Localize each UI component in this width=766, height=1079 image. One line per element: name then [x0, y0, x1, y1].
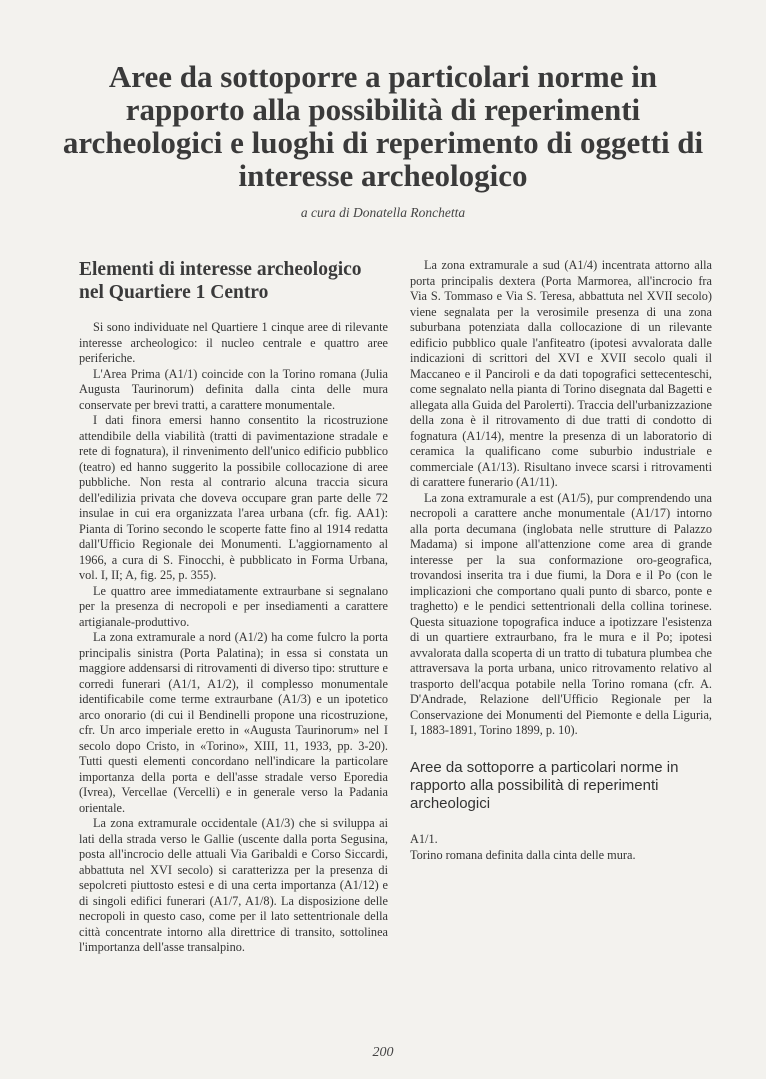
paragraph-1: Si sono individuate nel Quartiere 1 cinque aree di rilevante interesse archeologico: il nucleo centrale e quattro aree periferiche.: [79, 320, 388, 365]
section-heading: Elementi di interesse archeologico nel Quartiere 1 Centro: [79, 259, 362, 303]
paragraph-8: La zona extramurale a est (A1/5), pur comprendendo una necropoli a carattere anche monumentale (A1/17) intorno alla porta decumana (inglobata nelle strutture di Palazzo Madama) si impone all'attenzione come area di grande interesse per la sua conformazione oro-geografica, trovandosi inserita tra i due fiumi, la Dora e il Po (con le implicazioni che comportano quali punto di sbarco, ponte e traghetto) e le pendici settentrionali della collina torinese. Questa situazione topografica induce a ipotizzare l'esistenza di un quartiere extraurbano, fra le mura e il Po; ipotesi avvalorata dalla scoperta di un tratto di tubatura plumbea che attraversava la porta urbana, unico ritrovamento relativo al trasporto dell'acqua potabile nella Torino romana (cfr. A. D'Andrade, Relazione dell'Ufficio Regionale per la Conservazione dei Monumenti del Piemonte e della Liguria, I, 1883-1891, Torino 1899, p. 10).: [410, 490, 712, 737]
area-code: A1/1.: [410, 831, 438, 846]
paragraph-6: La zona extramurale occidentale (A1/3) che si sviluppa ai lati della strada verso le Gallie (uscente dalla porta Segusina, posta all'incrocio delle attuali Via Garibaldi e Corso Siccardi, abbattuta nel XVI secolo) si caratterizza per la presenza di sepolcreti piuttosto estesi e di una certa importanza (A1/12) e di singoli edifici funerari (A1/7, A1/8). La disposizione delle necropoli in questo caso, come per il lato settentrionale della città concentrate intorno alla direttrice di transito, sottolinea l'importanza dell'asse transalpino.: [79, 816, 388, 954]
paragraph-2: L'Area Prima (A1/1) coincide con la Torino romana (Julia Augusta Taurinorum) definita dalla cinta delle mura conservate per brevi tratti, a carattere monumentale.: [79, 366, 388, 412]
subsection-heading: Aree da sottoporre a particolari norme in rapporto alla possibilità di reperimenti archeologici: [410, 758, 679, 812]
paragraph-7: La zona extramurale a sud (A1/4) incentrata attorno alla porta principalis dextera (Porta Marmorea, all'incrocio fra Via S. Tommaso e Via S. Teresa, abbattuta nel XVII secolo) viene segnalata per la verosimile presenza di una zona suburbana potenziata dalla collocazione di un rilevante edificio pubblico quale l'anfiteatro (ipotesi avvalorata dalle indicazioni di scrittori del XVI e XVII secolo quali il Maccaneo e il Panciroli e da dati topografici settecenteschi, come segnalato nella pianta di Torino disegnata dal Bagetti e allegata alla Guida del Parolетti). Traccia dell'urbanizzazione della zona è il ritrovamento di due tratti di condotto di fognatura (A1/14), mentre la presenza di un laboratorio di ceramica la qualificano come suburbio industriale e commerciale (A1/13). Risultano invece scarsi i ritrovamenti di carattere funerario (A1/11).: [410, 258, 712, 489]
page-number: 200: [372, 1045, 394, 1060]
left-column: [79, 258, 388, 956]
page-title: Aree da sottoporre a particolari norme in rapporto alla possibilità di reperimenti archeologici e luoghi di reperimento di oggetti di interesse archeologico: [62, 59, 704, 193]
paragraph-4: Le quattro aree immediatamente extraurbane si segnalano per la presenza di necropoli e per insediamenti a carattere artigianale-produttivo.: [79, 583, 388, 629]
byline: a cura di Donatella Ronchetta: [300, 205, 466, 220]
right-column: [410, 258, 712, 863]
area-description: Torino romana definita dalla cinta delle mura.: [410, 847, 636, 862]
paragraph-5: La zona extramurale a nord (A1/2) ha come fulcro la porta principalis sinistra (Porta Palatina); in essa si constata un maggiore addensarsi di ritrovamenti di diverso tipo: strutture e corredi funerari (A1/1, A1/2), il complesso monumentale identificabile come terme extraurbane (A1/3) e un ipotetico arco onorario (di cui il Bendinelli propone una ricostruzione, cfr. Un arco imperiale eretto in «Augusta Taurinorum» nel I secolo dopo Cristo, in «Torino», XIII, 11, 1933, pp. 3-20). Tutti questi elementi concordano nell'indicare la particolare importanza della porta e dell'asse stradale verso Eporedia (Ivrea), Vercellae (Vercelli) e in generale verso la Padania orientale.: [79, 630, 388, 815]
paragraph-3: I dati finora emersi hanno consentito la ricostruzione attendibile della viabilità (tratti di pavimentazione stradale e rete di fognatura), il rinvenimento dell'unico edificio pubblico (teatro) ed hanno suggerito la possibile collocazione di aree pubbliche. Non resta al contrario alcuna traccia sicura dell'edilizia privata che doveva occupare gran parte delle 72 insulae in cui era organizzata l'area urbana (cfr. fig. AA1): Pianta di Torino secondo le scoperte fatte fino al 1914 redatta dall'Ufficio Regionale dei Monumenti. L'aggiornamento al 1966, a cura di S. Finocchi, è pubblicato in Forma Urbana, vol. I, II; A, fig. 25, p. 355).: [79, 413, 388, 582]
